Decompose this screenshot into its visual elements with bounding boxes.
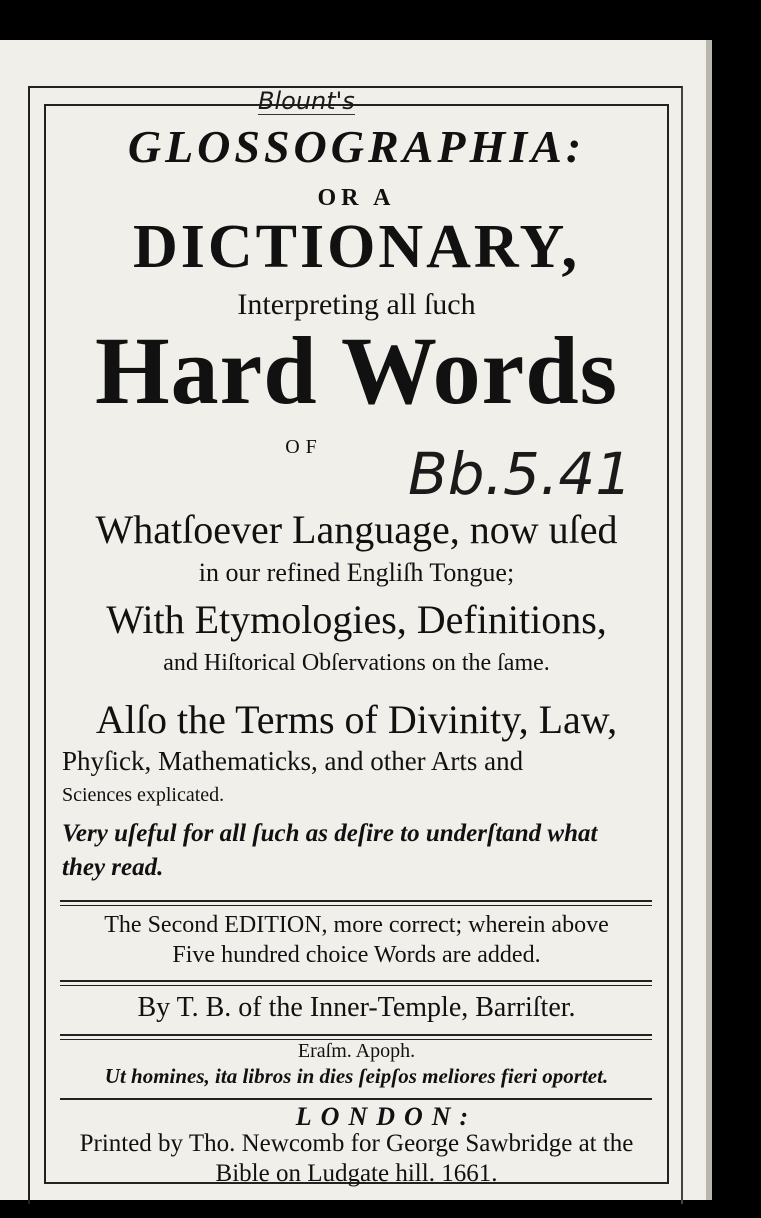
title-of: OF: [285, 436, 323, 458]
title-sciences: Sciences explicated.: [62, 784, 225, 806]
motto-text: Ut homines, ita libros in dies ſeipſos meliores fieri oportet.: [104, 1064, 609, 1088]
title-page: [0, 40, 712, 1200]
motto-source: Eraſm. Apoph.: [297, 1040, 416, 1062]
rule-2: [60, 980, 652, 986]
title-whatsoever: Whatſoever Language, now uſed: [95, 507, 618, 552]
title-physick: Phyſick, Mathematicks, and other Arts and: [62, 746, 524, 776]
edition-line-2: Five hundred choice Words are added.: [172, 942, 541, 968]
imprint-line-2: Bible on Ludgate hill. 1661.: [215, 1160, 498, 1187]
imprint-line-1: Printed by Tho. Newcomb for George Sawbridge at the: [79, 1130, 634, 1157]
rule-1: [60, 900, 652, 906]
title-hard-words: Hard Words: [95, 317, 618, 424]
title-or-a: OR A: [317, 185, 396, 211]
title-also: Alſo the Terms of Divinity, Law,: [95, 697, 618, 742]
title-historical: and Hiſtorical Obſervations on the ſame.: [163, 650, 550, 676]
owner-inscription: Blount's: [258, 87, 355, 115]
title-useful-1: Very uſeful for all ſuch as deſire to underſtand what: [62, 820, 598, 847]
title-tongue: in our refined Engliſh Tongue;: [198, 558, 515, 587]
author-line: By T. B. of the Inner-Temple, Barriſter.: [137, 992, 576, 1023]
title-etymologies: With Etymologies, Definitions,: [106, 597, 607, 642]
title-glossographia: GLOSSOGRAPHIA:: [127, 121, 586, 172]
shelfmark-inscription: Bb.5.41: [408, 440, 633, 508]
edition-line-1: The Second EDITION, more correct; wherein above: [104, 912, 609, 938]
imprint-place: LONDON:: [295, 1102, 478, 1131]
title-useful-2: they read.: [62, 854, 164, 881]
title-interpreting: Interpreting all ſuch: [237, 288, 476, 321]
title-dictionary: DICTIONARY,: [132, 213, 581, 281]
rule-4: [60, 1098, 652, 1100]
